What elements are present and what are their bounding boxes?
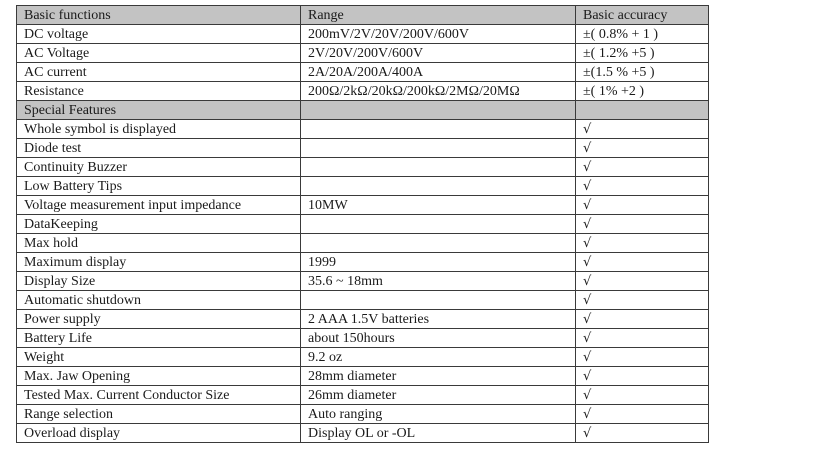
check-mark: √ bbox=[576, 405, 709, 424]
feature-cell: Maximum display bbox=[17, 253, 301, 272]
feature-cell: Overload display bbox=[17, 424, 301, 443]
table-row bbox=[17, 196, 709, 215]
function-cell: AC Voltage bbox=[17, 44, 301, 63]
feature-cell: Voltage measurement input impedance bbox=[17, 196, 301, 215]
special-features-title: Special Features bbox=[17, 101, 301, 120]
function-cell: Resistance bbox=[17, 82, 301, 101]
header-row bbox=[17, 6, 709, 25]
accuracy-cell: ±(1.5 % +5 ) bbox=[576, 63, 709, 82]
value-cell: 35.6 ~ 18mm bbox=[301, 272, 576, 291]
check-mark: √ bbox=[576, 177, 709, 196]
table-row bbox=[17, 234, 709, 253]
check-mark: √ bbox=[576, 215, 709, 234]
feature-cell: Diode test bbox=[17, 139, 301, 158]
value-cell: 26mm diameter bbox=[301, 386, 576, 405]
feature-cell: Weight bbox=[17, 348, 301, 367]
check-mark: √ bbox=[576, 329, 709, 348]
special-features-row bbox=[17, 101, 709, 120]
empty-cell bbox=[576, 101, 709, 120]
table-row bbox=[17, 177, 709, 196]
table-row bbox=[17, 291, 709, 310]
empty-cell bbox=[301, 101, 576, 120]
header-basic-functions: Basic functions bbox=[17, 6, 301, 25]
table-row bbox=[17, 348, 709, 367]
feature-cell: Continuity Buzzer bbox=[17, 158, 301, 177]
table-row bbox=[17, 405, 709, 424]
value-cell bbox=[301, 139, 576, 158]
table-row bbox=[17, 367, 709, 386]
range-cell: 2A/20A/200A/400A bbox=[301, 63, 576, 82]
value-cell: 10MW bbox=[301, 196, 576, 215]
value-cell bbox=[301, 234, 576, 253]
accuracy-cell: ±( 1% +2 ) bbox=[576, 82, 709, 101]
feature-cell: Whole symbol is displayed bbox=[17, 120, 301, 139]
table-row bbox=[17, 44, 709, 63]
accuracy-cell: ±( 0.8% + 1 ) bbox=[576, 25, 709, 44]
check-mark: √ bbox=[576, 253, 709, 272]
value-cell: about 150hours bbox=[301, 329, 576, 348]
feature-cell: Display Size bbox=[17, 272, 301, 291]
value-cell: 28mm diameter bbox=[301, 367, 576, 386]
feature-cell: Tested Max. Current Conductor Size bbox=[17, 386, 301, 405]
check-mark: √ bbox=[576, 234, 709, 253]
value-cell bbox=[301, 291, 576, 310]
table-row bbox=[17, 424, 709, 443]
value-cell bbox=[301, 215, 576, 234]
feature-cell: Power supply bbox=[17, 310, 301, 329]
value-cell bbox=[301, 120, 576, 139]
table-row bbox=[17, 215, 709, 234]
check-mark: √ bbox=[576, 348, 709, 367]
check-mark: √ bbox=[576, 139, 709, 158]
feature-cell: Low Battery Tips bbox=[17, 177, 301, 196]
header-range: Range bbox=[301, 6, 576, 25]
check-mark: √ bbox=[576, 291, 709, 310]
check-mark: √ bbox=[576, 386, 709, 405]
check-mark: √ bbox=[576, 158, 709, 177]
check-mark: √ bbox=[576, 272, 709, 291]
feature-cell: Range selection bbox=[17, 405, 301, 424]
range-cell: 200mV/2V/20V/200V/600V bbox=[301, 25, 576, 44]
check-mark: √ bbox=[576, 120, 709, 139]
table-row bbox=[17, 386, 709, 405]
feature-cell: Max hold bbox=[17, 234, 301, 253]
value-cell: Display OL or -OL bbox=[301, 424, 576, 443]
check-mark: √ bbox=[576, 424, 709, 443]
feature-cell: DataKeeping bbox=[17, 215, 301, 234]
table-row bbox=[17, 253, 709, 272]
value-cell: 2 AAA 1.5V batteries bbox=[301, 310, 576, 329]
table-row bbox=[17, 310, 709, 329]
check-mark: √ bbox=[576, 367, 709, 386]
feature-cell: Battery Life bbox=[17, 329, 301, 348]
table-row bbox=[17, 82, 709, 101]
function-cell: AC current bbox=[17, 63, 301, 82]
table-row bbox=[17, 139, 709, 158]
table-row bbox=[17, 329, 709, 348]
check-mark: √ bbox=[576, 196, 709, 215]
table-row bbox=[17, 120, 709, 139]
table-row bbox=[17, 63, 709, 82]
value-cell bbox=[301, 158, 576, 177]
value-cell: 9.2 oz bbox=[301, 348, 576, 367]
range-cell: 2V/20V/200V/600V bbox=[301, 44, 576, 63]
value-cell: Auto ranging bbox=[301, 405, 576, 424]
accuracy-cell: ±( 1.2% +5 ) bbox=[576, 44, 709, 63]
header-basic-accuracy: Basic accuracy bbox=[576, 6, 709, 25]
table-row bbox=[17, 158, 709, 177]
specifications-table bbox=[16, 5, 709, 443]
table-row bbox=[17, 272, 709, 291]
range-cell: 200Ω/2kΩ/20kΩ/200kΩ/2MΩ/20MΩ bbox=[301, 82, 576, 101]
value-cell bbox=[301, 177, 576, 196]
feature-cell: Max. Jaw Opening bbox=[17, 367, 301, 386]
table-row bbox=[17, 25, 709, 44]
value-cell: 1999 bbox=[301, 253, 576, 272]
feature-cell: Automatic shutdown bbox=[17, 291, 301, 310]
function-cell: DC voltage bbox=[17, 25, 301, 44]
check-mark: √ bbox=[576, 310, 709, 329]
